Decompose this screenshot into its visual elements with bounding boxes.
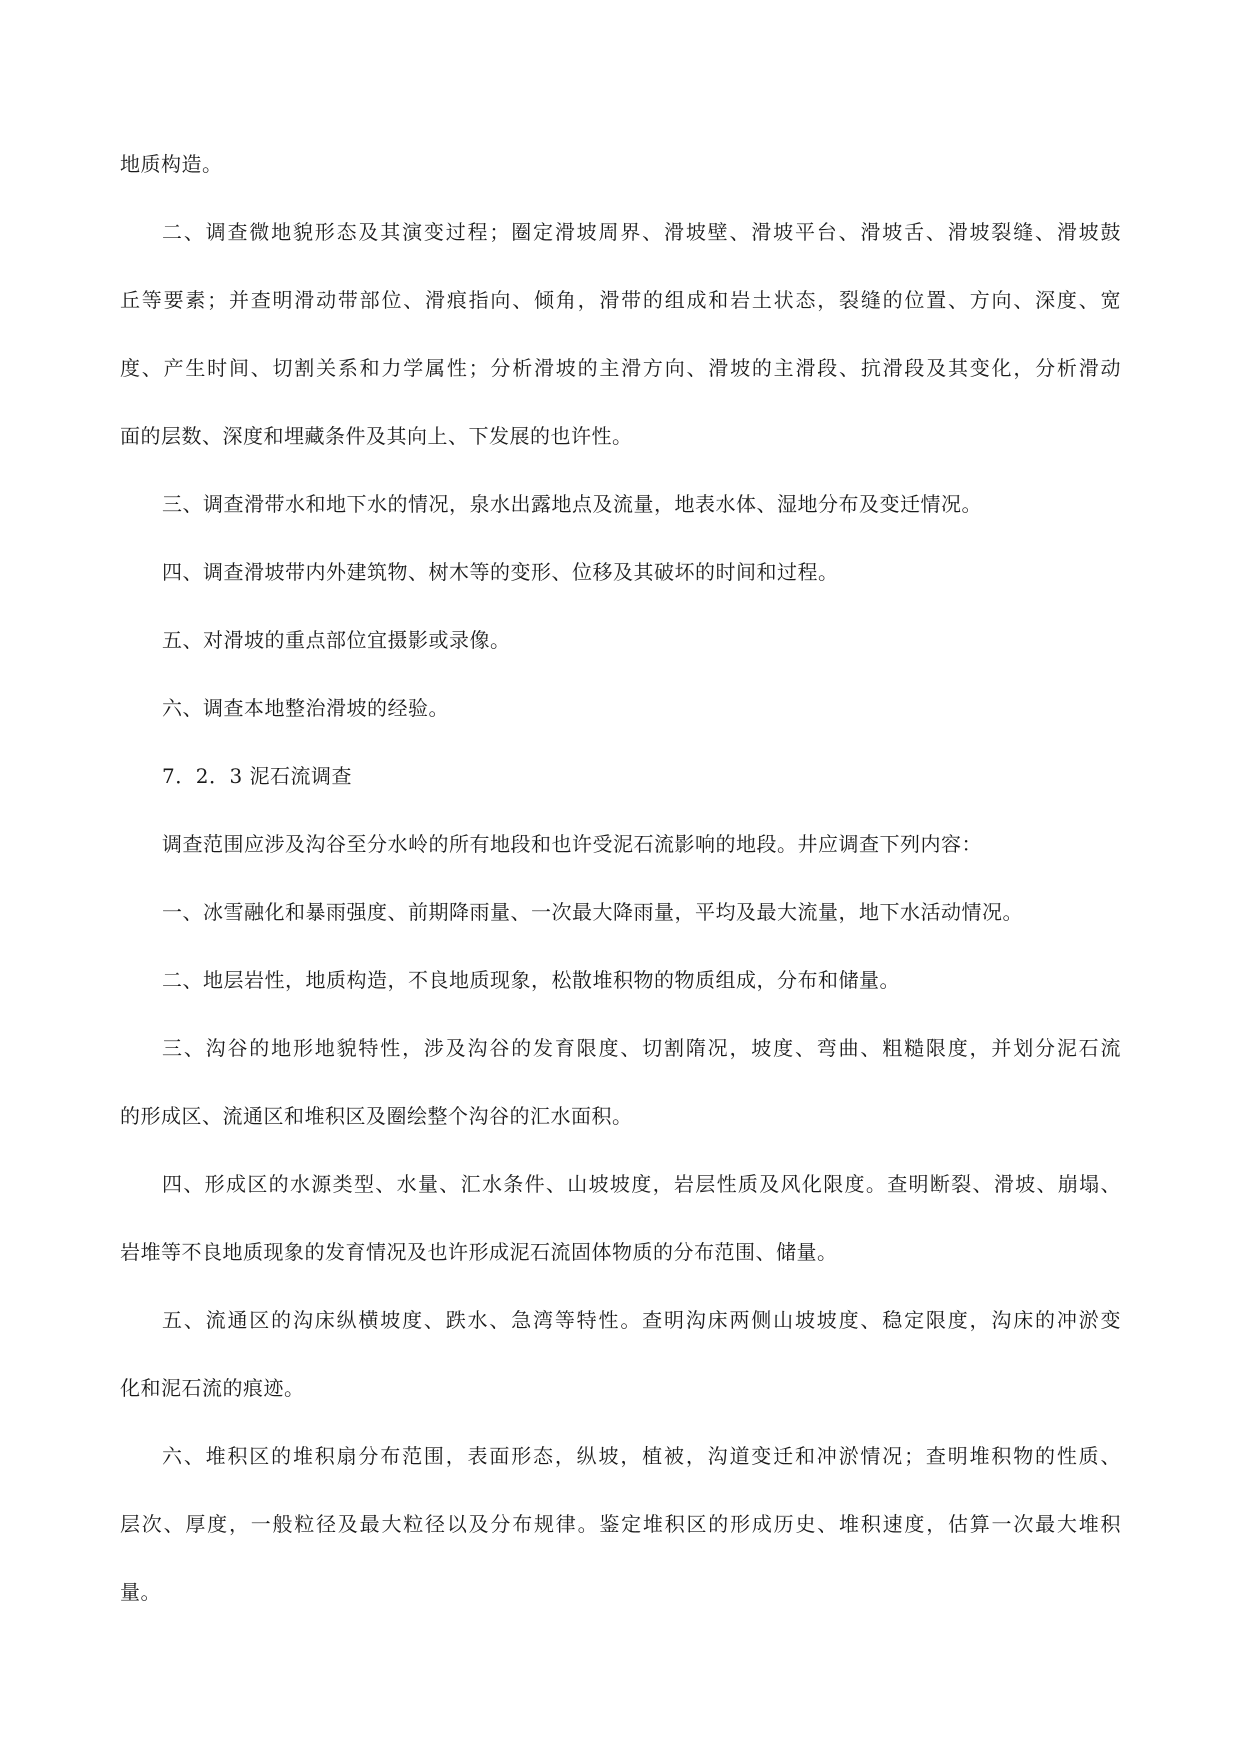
text-line: 三、沟谷的地形地貌特性，涉及沟谷的发育限度、切割隋况，坡度、弯曲、粗糙限度，并划分泥石流 — [162, 1036, 1121, 1060]
text-line: 丘等要素；并查明滑动带部位、滑痕指向、倾角，滑带的组成和岩土状态，裂缝的位置、方向、深度、宽 — [120, 288, 1121, 312]
text-line: 四、形成区的水源类型、水量、汇水条件、山坡坡度，岩层性质及风化限度。查明断裂、滑坡、崩塌、 — [162, 1172, 1121, 1196]
text-line: 四、调查滑坡带内外建筑物、树木等的变形、位移及其破坏的时间和过程。 — [162, 560, 839, 584]
text-line: 层次、厚度，一般粒径及最大粒径以及分布规律。鉴定堆积区的形成历史、堆积速度，估算一次最大堆积 — [120, 1512, 1121, 1536]
text-line: 六、调查本地整治滑坡的经验。 — [162, 696, 449, 720]
text-line: 二、调查微地貌形态及其演变过程；圈定滑坡周界、滑坡壁、滑坡平台、滑坡舌、滑坡裂缝、滑坡鼓 — [162, 220, 1121, 244]
text-line: 地质构造。 — [120, 152, 223, 176]
section-heading: 7．2．3 泥石流调查 — [162, 764, 353, 788]
text-line: 调查范围应涉及沟谷至分水岭的所有地段和也许受泥石流影响的地段。井应调查下列内容： — [162, 832, 982, 856]
text-line: 二、地层岩性，地质构造，不良地质现象，松散堆积物的物质组成，分布和储量。 — [162, 968, 900, 992]
text-line: 的形成区、流通区和堆积区及圈绘整个沟谷的汇水面积。 — [120, 1104, 633, 1128]
text-line: 六、堆积区的堆积扇分布范围，表面形态，纵坡，植被，沟道变迁和冲淤情况；查明堆积物的性质、 — [162, 1444, 1121, 1468]
document-body — [120, 130, 1121, 1626]
text-line: 三、调查滑带水和地下水的情况，泉水出露地点及流量，地表水体、湿地分布及变迁情况。 — [162, 492, 982, 516]
text-line: 五、流通区的沟床纵横坡度、跌水、急湾等特性。查明沟床两侧山坡坡度、稳定限度，沟床的冲淤变 — [162, 1308, 1121, 1332]
text-line: 一、冰雪融化和暴雨强度、前期降雨量、一次最大降雨量，平均及最大流量，地下水活动情况。 — [162, 900, 1023, 924]
text-line: 面的层数、深度和埋藏条件及其向上、下发展的也许性。 — [120, 424, 633, 448]
text-line: 量。 — [120, 1580, 161, 1604]
text-line: 岩堆等不良地质现象的发育情况及也许形成泥石流固体物质的分布范围、储量。 — [120, 1240, 838, 1264]
text-line: 化和泥石流的痕迹。 — [120, 1376, 305, 1400]
text-line: 五、对滑坡的重点部位宜摄影或录像。 — [162, 628, 511, 652]
text-line: 度、产生时间、切割关系和力学属性；分析滑坡的主滑方向、滑坡的主滑段、抗滑段及其变化，分析滑动 — [120, 356, 1121, 380]
